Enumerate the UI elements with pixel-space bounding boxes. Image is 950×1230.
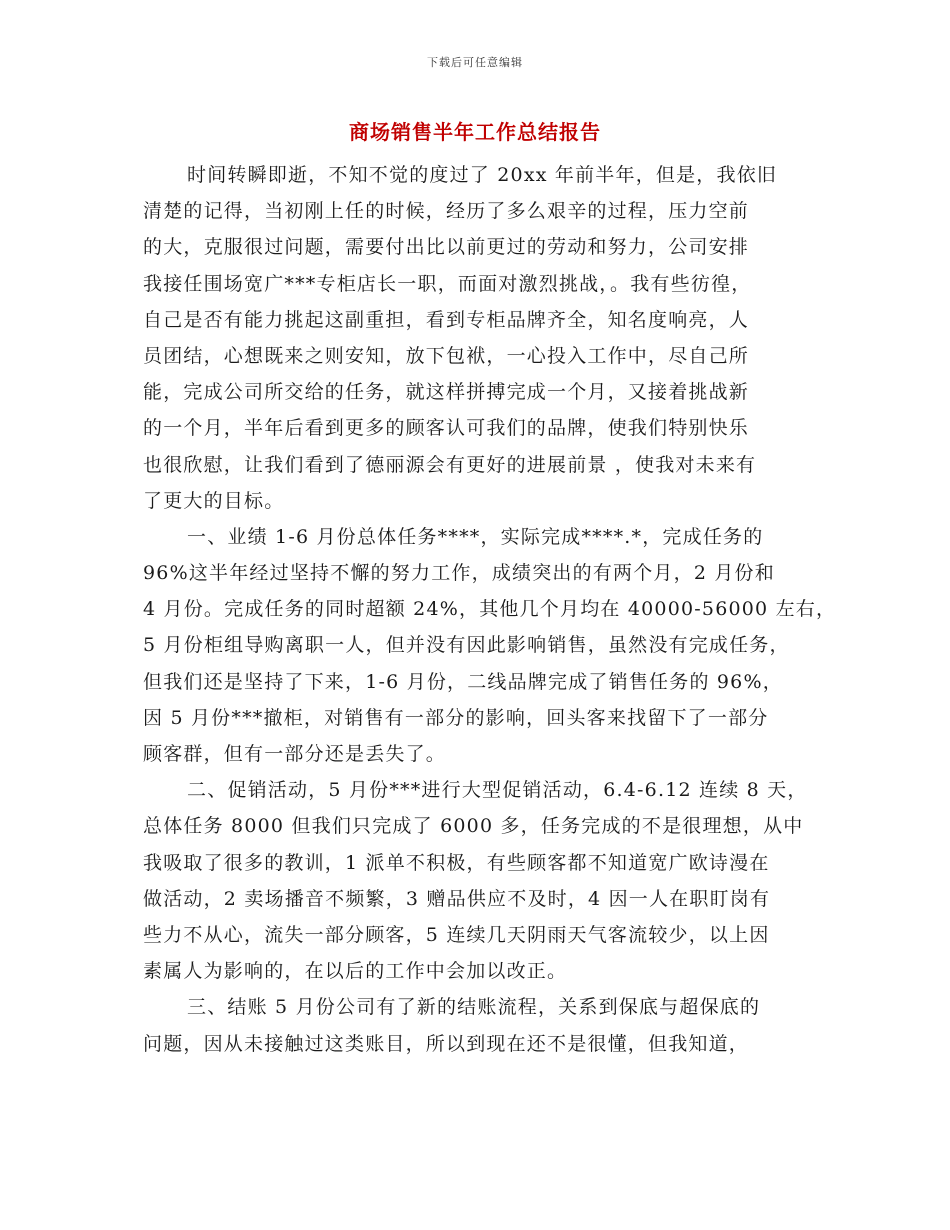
text-line: 员团结，心想既来之则安知，放下包袱，一心投入工作中，尽自己所 xyxy=(143,344,750,367)
text-line: 我接任围场宽广***专柜店长一职，而面对激烈挑战，。我有些彷徨， xyxy=(143,272,752,295)
text-line: 的一个月，半年后看到更多的顾客认可我们的品牌，使我们特别快乐 xyxy=(143,417,750,440)
document-title: 商场销售半年工作总结报告 xyxy=(349,120,601,144)
paragraph-intro xyxy=(143,157,823,519)
text-line: 总体任务 8000 但我们只完成了 6000 多，任务完成的不是很理想，从中 xyxy=(143,815,804,838)
text-line: 顾客群，但有一部分还是丢失了。 xyxy=(143,743,447,765)
text-line: 一、业绩 1-6 月份总体任务****，实际完成****.*，完成任务的 xyxy=(187,525,764,548)
text-line: 做活动，2 卖场播音不频繁，3 赠品供应不及时，4 因一人在职盯岗有 xyxy=(143,887,771,910)
text-line: 自己是否有能力挑起这副重担，看到专柜品牌齐全，知名度响亮，人 xyxy=(143,308,750,331)
text-line: 三、结账 5 月份公司有了新的结账流程，关系到保底与超保底的 xyxy=(187,996,761,1019)
text-line: 了更大的目标。 xyxy=(143,489,285,512)
text-line: 问题，因从未接触过这类账目，所以到现在还不是很懂，但我知道， xyxy=(143,1032,750,1055)
text-line: 的大，克服很过问题，需要付出比以前更过的劳动和努力，公司安排 xyxy=(143,236,750,259)
text-line: 96%这半年经过坚持不懈的努力工作，成绩突出的有两个月，2 月份和 xyxy=(143,562,775,585)
text-line: 4 月份。完成任务的同时超额 24%，其他几个月均在 40000-56000 左右， xyxy=(143,598,837,621)
paragraph-settlement xyxy=(143,989,823,1061)
text-line: 但我们还是坚持了下来，1-6 月份，二线品牌完成了销售任务的 96%， xyxy=(143,670,783,693)
text-line: 因 5 月份***撤柜，对销售有一部分的影响，回头客来找留下了一部分 xyxy=(143,706,769,729)
text-line: 二、促销活动，5 月份***进行大型促销活动，6.4-6.12 连续 8 天， xyxy=(187,779,808,802)
header-note: 下载后可任意编辑 xyxy=(427,56,523,69)
text-line: 些力不从心，流失一部分顾客，5 连续几天阴雨天气客流较少，以上因 xyxy=(143,923,770,946)
document-body xyxy=(143,157,837,1062)
text-line: 5 月份柜组导购离职一人，但并没有因此影响销售，虽然没有完成任务， xyxy=(143,634,790,657)
text-line: 时间转瞬即逝，不知不觉的度过了 20xx 年前半年，但是，我依旧 xyxy=(187,164,778,186)
paragraph-performance xyxy=(143,519,837,772)
text-line: 也很欣慰，让我们看到了德丽源会有更好的进展前景 ，使我对未来有 xyxy=(143,453,757,476)
text-line: 素属人为影响的，在以后的工作中会加以改正。 xyxy=(143,960,568,983)
text-line: 能，完成公司所交给的任务，就这样拼搏完成一个月，又接着挑战新 xyxy=(143,381,750,404)
text-line: 清楚的记得，当初刚上任的时候，经历了多么艰辛的过程，压力空前 xyxy=(143,200,750,223)
paragraph-promotion xyxy=(143,772,823,989)
text-line: 我吸取了很多的教训，1 派单不积极，有些顾客都不知道宽广欧诗漫在 xyxy=(143,851,770,874)
